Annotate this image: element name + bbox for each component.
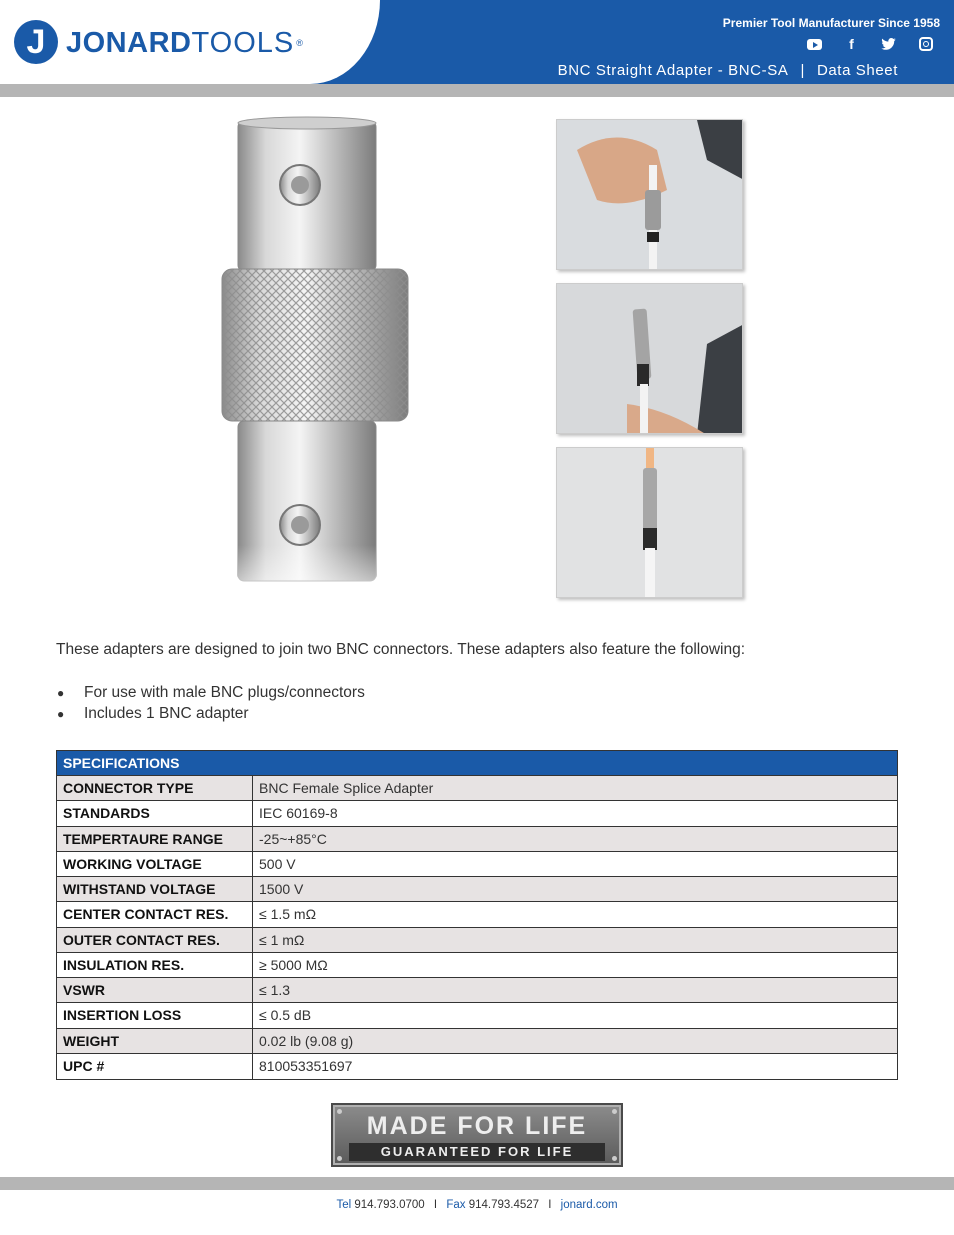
list-item [56,703,365,724]
social-links [796,36,944,52]
spec-key: INSULATION RES. [57,953,253,977]
rivet-icon [337,1156,342,1161]
table-row [57,1029,897,1054]
spec-key: WORKING VOLTAGE [57,852,253,876]
spec-value: ≤ 1.3 [259,982,291,998]
product-title: BNC Straight Adapter - BNC-SA [557,62,789,79]
spec-key: VSWR [57,978,253,1002]
spec-value: BNC Female Splice Adapter [259,780,434,796]
bullet-icon: ● [57,707,65,721]
jonard-logo-icon[interactable]: J [14,20,58,64]
spec-value: ≤ 0.5 dB [259,1007,312,1024]
spec-key: OUTER CONTACT RES. [57,928,253,952]
bnc-adapter-product-image [220,115,410,615]
specifications-table [56,750,898,1080]
tagline: Premier Tool Manufacturer Since 1958 [722,16,940,30]
table-row [57,801,897,826]
table-row [57,776,897,801]
tel-label: Tel [336,1199,352,1211]
fax-number: 914.793.4527 [468,1199,540,1211]
intro-text: These adapters are designed to join two BNC connectors. These adapters also feature the following: [56,641,746,658]
spec-key: TEMPERTAURE RANGE [57,827,253,851]
table-row [57,877,897,902]
footer-contact [0,1199,954,1211]
spec-key: WITHSTAND VOLTAGE [57,877,253,901]
spec-value: 500 V [259,855,296,872]
list-item-text: For use with male BNC plugs/connectors [84,684,365,701]
registered-mark: ® [296,38,304,48]
spec-value: 1500 V [259,881,304,897]
jonard-logo-wordmark[interactable] [66,28,303,58]
footer-divider [0,1177,954,1190]
list-item [56,682,365,703]
usage-photo-3 [556,447,743,598]
table-row [57,953,897,978]
spec-key: STANDARDS [57,801,253,825]
table-row [57,827,897,852]
instagram-icon[interactable] [907,36,944,52]
logo-light-text: TOOLS [191,27,295,59]
website-link[interactable]: jonard.com [560,1199,618,1211]
fax-label: Fax [446,1199,466,1211]
facebook-icon[interactable]: f [849,36,854,52]
table-row [57,852,897,877]
footer-separator: I [433,1199,438,1211]
doc-type: Data Sheet [816,62,898,79]
twitter-icon[interactable] [870,36,907,52]
table-row [57,978,897,1003]
table-row [57,902,897,927]
title-separator: | [800,62,805,79]
badge-subtitle: GUARANTEED FOR LIFE [349,1143,605,1161]
spec-value: 0.02 lb (9.08 g) [259,1032,354,1049]
logo-panel [0,0,380,84]
spec-key: CONNECTOR TYPE [57,776,253,800]
spec-value: 810053351697 [259,1057,353,1074]
table-row [57,1054,897,1079]
rivet-icon [612,1156,617,1161]
youtube-icon[interactable] [796,36,833,52]
spec-key: UPC # [57,1054,253,1079]
tel-number[interactable]: 914.793.0700 [354,1199,425,1211]
spec-value: ≤ 1 mΩ [259,931,305,948]
spec-key: INSERTION LOSS [57,1003,253,1027]
spec-value: -25~+85°C [259,830,327,847]
feature-list [56,682,365,724]
footer-separator: I [548,1199,552,1211]
specifications-header: SPECIFICATIONS [57,751,897,776]
spec-value: ≥ 5000 MΩ [259,956,328,973]
spec-key: WEIGHT [57,1029,253,1053]
usage-photo-2 [556,283,743,434]
document-subtitle [558,62,898,79]
spec-value: ≤ 1.5 mΩ [259,906,317,923]
logo-bold-text: JONARD [66,27,192,59]
usage-photo-1 [556,119,743,270]
header-divider [0,84,954,97]
spec-key: CENTER CONTACT RES. [57,902,253,926]
badge-title: MADE FOR LIFE [366,1112,588,1140]
table-row [57,1003,897,1028]
spec-value: IEC 60169-8 [259,805,338,822]
bullet-icon: ● [57,686,65,700]
made-for-life-badge [331,1103,623,1167]
list-item-text: Includes 1 BNC adapter [84,705,249,722]
table-row [57,928,897,953]
